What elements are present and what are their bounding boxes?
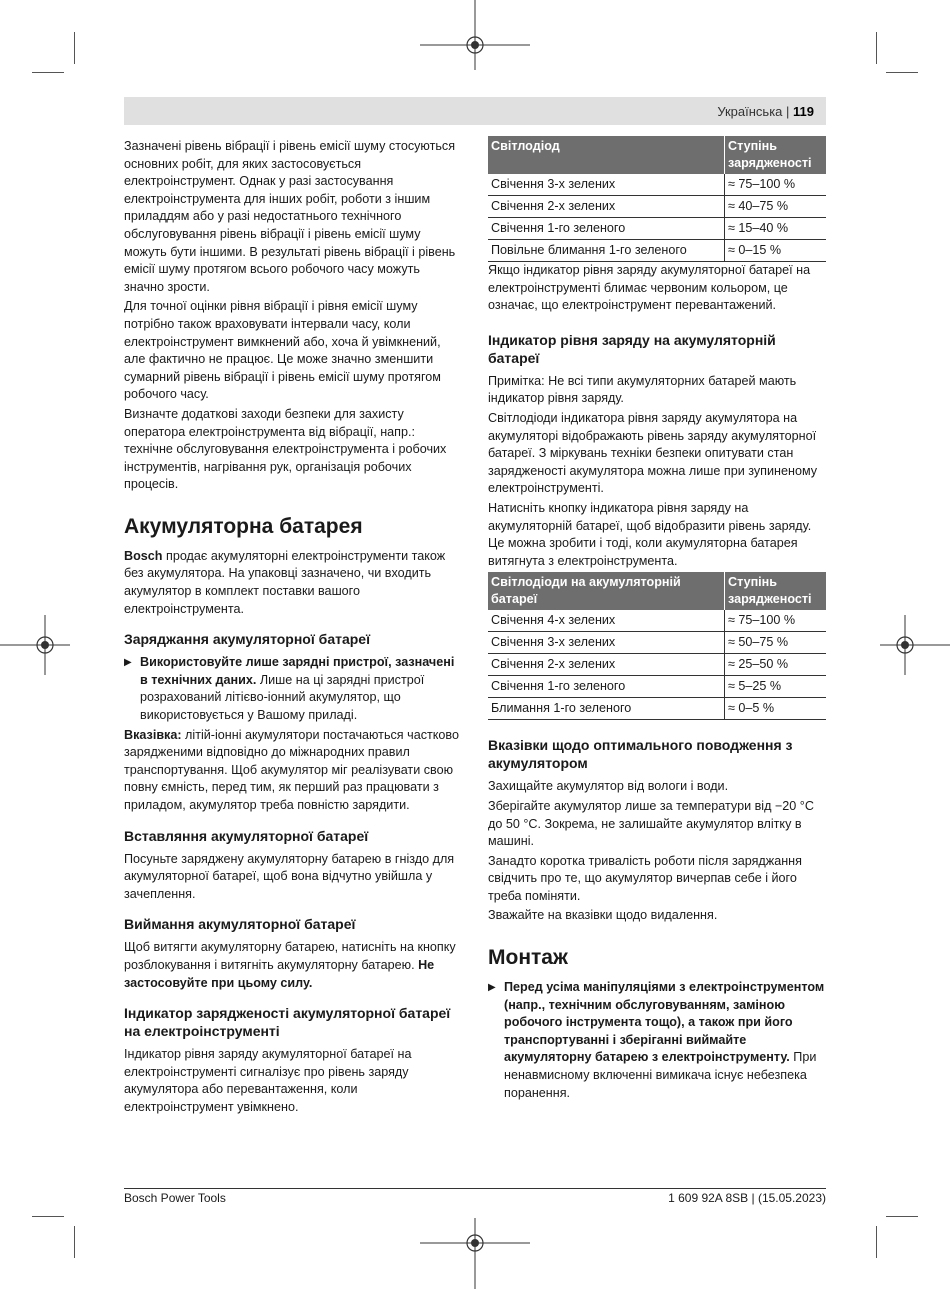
running-header: Українська | 119	[717, 104, 814, 119]
table-header: Світлодіод	[488, 136, 725, 174]
subsection-heading: Заряджання акумуляторної батареї	[124, 631, 371, 648]
paragraph-text: Щоб витягти акумуляторну батарею, натисніть на кнопку розблокування і витягніть акумуляторну батарею.	[124, 940, 456, 972]
paragraph: Для точної оцінки рівня вібрації і рівня емісії шуму потрібно також враховувати інтервали часу, коли електроінструмент вимкнений або, хоча й увімкнений, але фактично не працює. Це може значно зменшити сумарний рівень вібрації і рівень емісії шуму протягом робочого часу.	[124, 299, 441, 402]
crop-mark	[876, 1226, 877, 1258]
footer-publisher: Bosch Power Tools	[124, 1191, 226, 1205]
table-header: Світлодіоди на акумуляторній батареї	[488, 572, 725, 610]
table-row	[488, 632, 826, 654]
footer-doc-id: 1 609 92A 8SB | (15.05.2023)	[668, 1191, 826, 1205]
paragraph: Якщо індикатор рівня заряду акумуляторної батареї на електроінструменті блимає червоним кольором, це означає, що електроінструмент перевантажений.	[488, 263, 811, 313]
charge-level-cell: ≈ 15–40 %	[725, 218, 827, 240]
crop-mark	[74, 1226, 75, 1258]
led-state-cell: Свічення 1-го зеленого	[488, 218, 725, 240]
table-row	[488, 196, 826, 218]
warning-bold: Перед усіма маніпуляціями з електроінструментом (напр., технічним обслуговуванням, заміною робочого інструмента тощо), а також при його транспортуванні і зберіганні виймайте акумуляторну батарею з електроінструменту.	[504, 980, 825, 1065]
section-heading: Монтаж	[488, 946, 568, 970]
header-language: Українська	[717, 104, 783, 119]
table-row	[488, 698, 826, 720]
led-table-battery	[488, 572, 826, 720]
led-state-cell: Блимання 1-го зеленого	[488, 698, 725, 720]
paragraph: Світлодіоди індикатора рівня заряду акумулятора на акумуляторі відображають рівень заряду акумуляторної батареї. З міркувань техніки безпеки опитувати стан зарядженості акумулятора можна лише при зупиненому електроінструменті.	[488, 410, 818, 496]
page-number: 119	[793, 104, 814, 119]
charge-level-cell: ≈ 75–100 %	[725, 174, 827, 196]
warning-text: При ненавмисному включенні вимикача існує небезпека поранення.	[504, 1050, 817, 1100]
right-column	[488, 136, 826, 1104]
table-row	[488, 174, 826, 196]
footer-rule	[124, 1188, 826, 1189]
paragraph: Зважайте на вказівки щодо видалення.	[488, 908, 718, 923]
crop-mark	[886, 72, 918, 73]
crop-mark	[32, 72, 64, 73]
paragraph: Зберігайте акумулятор лише за температури від −20 °C до 50 °C. Зокрема, не залишайте акумулятор влітку в машині.	[488, 798, 814, 849]
paragraph: Натисніть кнопку індикатора рівня заряду на акумуляторній батареї, щоб відобразити рівень заряду. Це можна зробити і тоді, коли акумуляторна батарея витягнута з електроінструмента.	[488, 500, 812, 568]
crop-mark	[886, 1216, 918, 1217]
bullet-arrow-icon: ▶	[124, 657, 132, 669]
note-text: літій-іонні акумулятори постачаються частково зарядженими відповідно до міжнародних правил транспортування. Щоб акумулятор міг реалізувати свою повну ємність, перед тим, як перший раз працювати з приладом, акумулятор треба повністю зарядити.	[124, 727, 459, 812]
led-state-cell: Свічення 1-го зеленого	[488, 676, 725, 698]
subsection-heading: Вказівки щодо оптимального поводження з акумулятором	[488, 737, 793, 772]
table-row	[488, 240, 826, 262]
charge-level-cell: ≈ 50–75 %	[725, 632, 827, 654]
subsection-heading: Виймання акумуляторної батареї	[124, 916, 356, 933]
note-label: Вказівка:	[124, 727, 182, 742]
led-state-cell: Свічення 3-х зелених	[488, 174, 725, 196]
paragraph: Примітка: Не всі типи акумуляторних батарей мають індикатор рівня заряду.	[488, 373, 797, 406]
bullet-arrow-icon: ▶	[488, 982, 496, 994]
crop-mark	[74, 32, 75, 64]
charge-level-cell: ≈ 0–5 %	[725, 698, 827, 720]
warning-text: Лише на ці зарядні пристрої розрахований літієво-іонний акумулятор, що використовується у Вашому приладі.	[140, 672, 425, 723]
registration-mark-icon	[880, 615, 950, 675]
paragraph: Захищайте акумулятор від вологи і води.	[488, 779, 729, 794]
paragraph: Індикатор рівня заряду акумуляторної батареї на електроінструменті сигналізує про рівень заряду акумулятора або перевантаження, коли електроінструмент увімкнено.	[124, 1047, 412, 1114]
subsection-heading: Індикатор рівня заряду на акумуляторній батареї	[488, 331, 776, 366]
warning-bullet	[488, 979, 826, 1102]
left-column	[124, 138, 460, 1119]
warning-bullet	[124, 654, 460, 724]
table-row	[488, 218, 826, 240]
paragraph: Занадто коротка тривалість роботи після заряджання свідчить про те, що акумулятор вичерпав себе і його треба поміняти.	[488, 853, 802, 903]
table-row	[488, 676, 826, 698]
led-table-tool	[488, 136, 826, 262]
warning-bold: Використовуйте лише зарядні пристрої, зазначені в технічних даних.	[140, 655, 455, 687]
subsection-heading: Індикатор зарядженості акумуляторної батареї на електроінструменті	[124, 1005, 451, 1040]
note	[124, 727, 460, 815]
charge-level-cell: ≈ 0–15 %	[725, 240, 827, 262]
charge-level-cell: ≈ 5–25 %	[725, 676, 827, 698]
warning-bold: Не застосовуйте при цьому силу.	[124, 957, 435, 990]
section-heading: Акумуляторна батарея	[124, 514, 363, 538]
paragraph: Зазначені рівень вібрації і рівень емісії шуму стосуються основних робіт, для яких застосовується електроінструмент. Однак у разі застосування електроінструмента для інших робіт, роботи з іншим приладдям або у разі недостатнього технічного обслуговування рівень вібрації і рівень емісії шуму можуть бути іншими. В результаті рівень вібрації і рівень емісії шуму протягом всього робочого часу можуть значно зрости.	[124, 139, 456, 294]
led-state-cell: Свічення 3-х зелених	[488, 632, 725, 654]
led-state-cell: Свічення 4-х зелених	[488, 610, 725, 632]
crop-mark	[32, 1216, 64, 1217]
subsection-heading: Вставляння акумуляторної батареї	[124, 827, 369, 844]
paragraph	[124, 939, 460, 992]
registration-mark-icon	[420, 0, 530, 70]
table-row	[488, 610, 826, 632]
led-state-cell: Свічення 2-х зелених	[488, 654, 725, 676]
crop-mark	[876, 32, 877, 64]
led-state-cell: Повільне блимання 1-го зеленого	[488, 240, 725, 262]
brand-name: Bosch	[124, 548, 163, 563]
paragraph	[124, 548, 460, 618]
table-header: Ступінь зарядженості	[725, 572, 827, 610]
led-state-cell: Свічення 2-х зелених	[488, 196, 725, 218]
registration-mark-icon	[420, 1218, 530, 1289]
paragraph-text: продає акумуляторні електроінструменти також без акумулятора. На упаковці зазначено, чи входить акумулятор в комплект поставки вашого електроінструмента.	[124, 548, 446, 616]
registration-mark-icon	[0, 615, 70, 675]
table-header: Ступінь зарядженості	[725, 136, 827, 174]
paragraph: Посуньте заряджену акумуляторну батарею в гніздо для акумуляторної батареї, щоб вона відчутно увійшла у зачеплення.	[124, 851, 455, 901]
charge-level-cell: ≈ 75–100 %	[725, 610, 827, 632]
charge-level-cell: ≈ 25–50 %	[725, 654, 827, 676]
paragraph: Визначте додаткові заходи безпеки для захисту оператора електроінструмента від вібрації, напр.: технічне обслуговування електроінструмента і робочих інструментів, нагрівання рук, організація робочих процесів.	[124, 406, 447, 492]
charge-level-cell: ≈ 40–75 %	[725, 196, 827, 218]
table-row	[488, 654, 826, 676]
